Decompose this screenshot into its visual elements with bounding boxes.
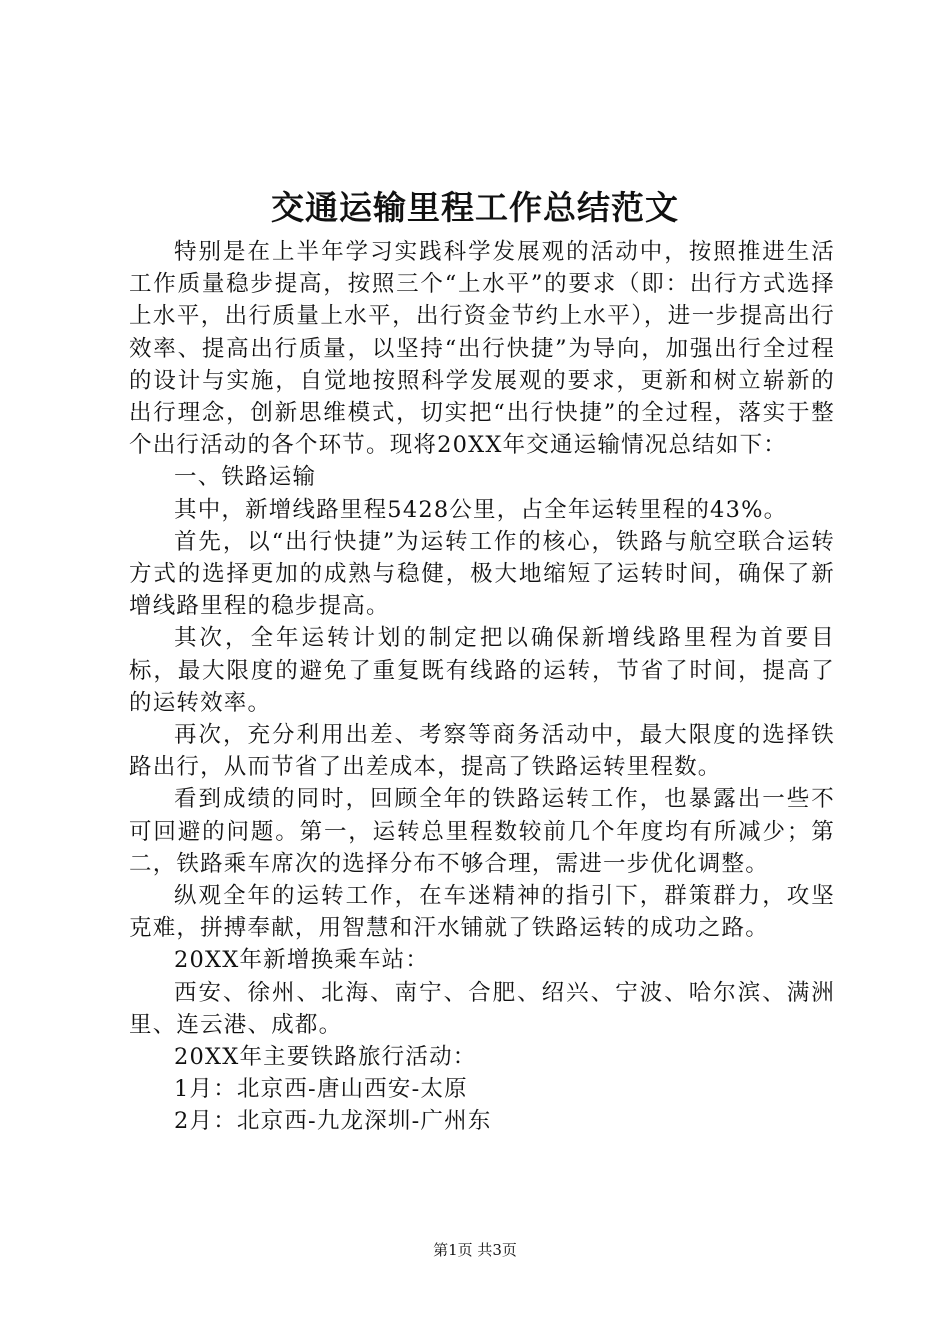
document-body xyxy=(129,236,835,1138)
paragraph: 20XX年新增换乘车站： xyxy=(174,947,430,974)
paragraph: 纵观全年的运转工作，在车迷精神的指引下，群策群力，攻坚克难，拼搏奉献，用智慧和汗水铺就了铁路运转的成功之路。 xyxy=(129,883,835,942)
list-item: 1月：北京西-唐山西安-太原 xyxy=(174,1076,468,1103)
paragraph: 特别是在上半年学习实践科学发展观的活动中，按照推进生活工作质量稳步提高，按照三个“上水平”的要求（即：出行方式选择上水平，出行质量上水平，出行资金节约上水平），进一步提高出行效率、提高出行质量，以坚持“出行快捷”为导向，加强出行全过程的设计与实施，自觉地按照科学发展观的要求，更新和树立崭新的出行理念，创新思维模式，切实把“出行快捷”的全过程，落实于整个出行活动的各个环节。现将20XX年交通运输情况总结如下： xyxy=(129,239,835,459)
paragraph: 其次，全年运转计划的制定把以确保新增线路里程为首要目标，最大限度的避免了重复既有线路的运转，节省了时间，提高了的运转效率。 xyxy=(129,625,835,716)
page-footer: 第1页 共3页 xyxy=(433,1241,517,1259)
paragraph: 20XX年主要铁路旅行活动： xyxy=(174,1044,477,1071)
section-heading: 一、铁路运输 xyxy=(174,464,317,491)
list-item: 2月：北京西-九龙深圳-广州东 xyxy=(174,1108,492,1135)
paragraph: 西安、徐州、北海、南宁、合肥、绍兴、宁波、哈尔滨、满洲里、连云港、成都。 xyxy=(129,979,835,1038)
paragraph: 看到成绩的同时，回顾全年的铁路运转工作，也暴露出一些不可回避的问题。第一，运转总里程数较前几个年度均有所减少；第二，铁路乘车席次的选择分布不够合理，需进一步优化调整。 xyxy=(129,786,835,877)
paragraph: 其中，新增线路里程5428公里，占全年运转里程的43%。 xyxy=(174,496,788,523)
document-title: 交通运输里程工作总结范文 xyxy=(271,188,679,227)
paragraph: 再次，充分利用出差、考察等商务活动中，最大限度的选择铁路出行，从而节省了出差成本，提高了铁路运转里程数。 xyxy=(129,722,835,781)
paragraph: 首先，以“出行快捷”为运转工作的核心，铁路与航空联合运转方式的选择更加的成熟与稳健，极大地缩短了运转时间，确保了新增线路里程的稳步提高。 xyxy=(129,528,835,620)
